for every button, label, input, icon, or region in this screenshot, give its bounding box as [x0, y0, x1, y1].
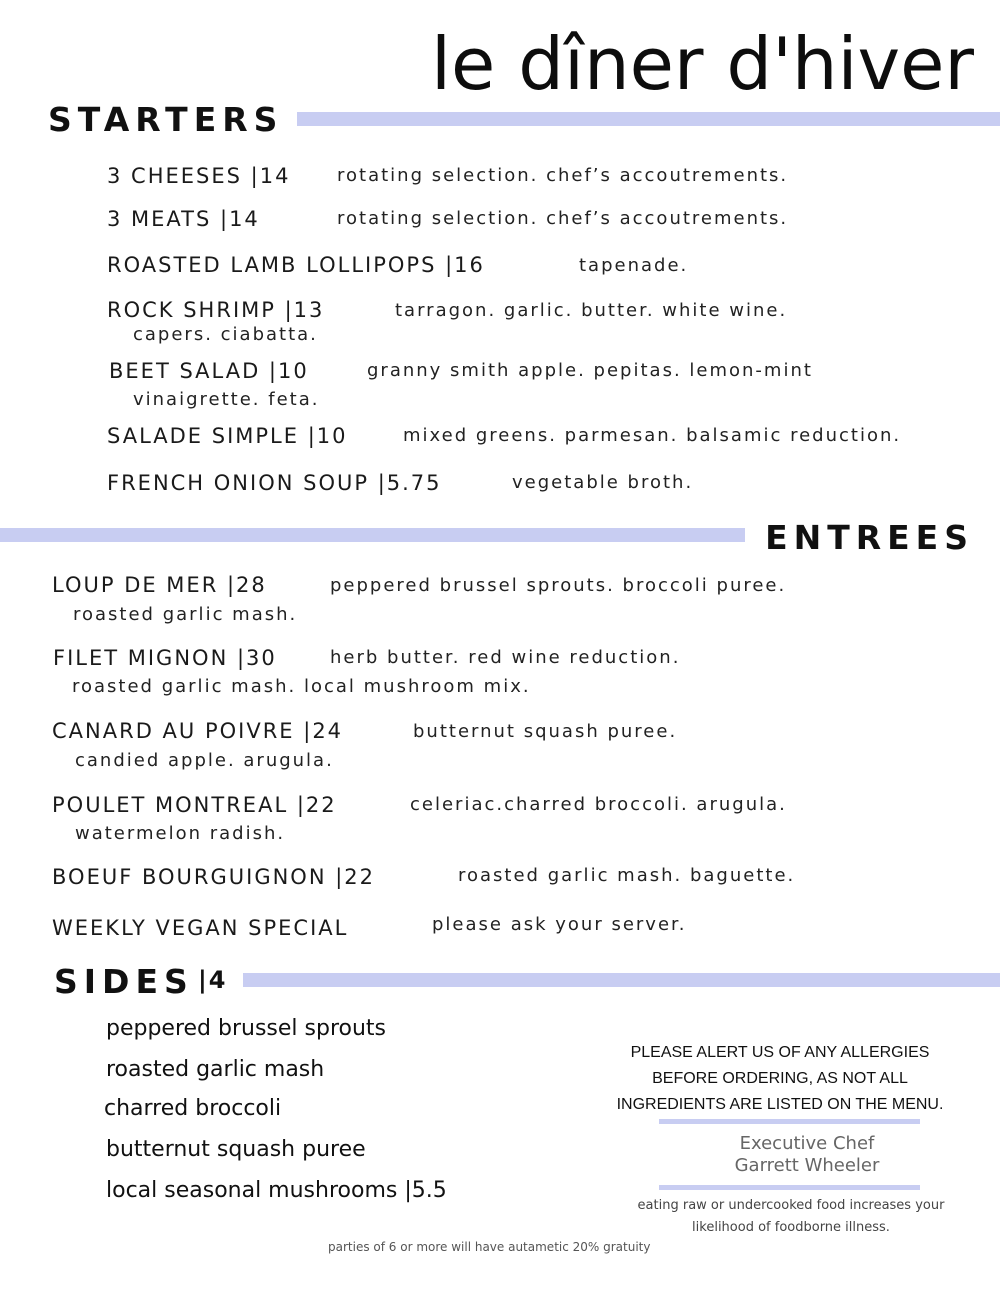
side-item: roasted garlic mash	[106, 1057, 325, 1082]
starter-item-name: 3 MEATS |14	[107, 207, 260, 231]
starter-item-desc: rotating selection. chef’s accoutrements.	[337, 208, 789, 229]
entree-item-desc: butternut squash puree.	[413, 721, 678, 742]
entree-item-name: LOUP DE MER |28	[52, 573, 267, 597]
starter-item-name: ROASTED LAMB LOLLIPOPS |16	[107, 253, 485, 277]
notice-divider-bottom	[659, 1185, 920, 1190]
entree-item-name: WEEKLY VEGAN SPECIAL	[52, 916, 349, 940]
sides-price: |4	[198, 966, 228, 994]
entree-item-desc: peppered brussel sprouts. broccoli puree.	[330, 575, 787, 596]
side-item: butternut squash puree	[106, 1137, 366, 1162]
entree-item-name: CANARD AU POIVRE |24	[52, 719, 344, 743]
sides-divider-bar	[243, 973, 1000, 987]
starter-item-desc: tarragon. garlic. butter. white wine.	[395, 300, 788, 321]
entree-item-desc: herb butter. red wine reduction.	[330, 647, 681, 668]
entrees-divider-bar	[0, 528, 745, 542]
side-item: peppered brussel sprouts	[106, 1016, 387, 1041]
notice-divider-top	[659, 1119, 920, 1124]
entree-item-name: BOEUF BOURGUIGNON |22	[52, 865, 376, 889]
entree-item-desc: roasted garlic mash. baguette.	[458, 865, 796, 886]
gratuity-note: parties of 6 or more will have autametic 20% gratuity	[328, 1240, 651, 1254]
entree-item-desc-continued: roasted garlic mash.	[73, 604, 298, 625]
starter-item-name: SALADE SIMPLE |10	[107, 424, 348, 448]
entree-item-desc-continued: roasted garlic mash. local mushroom mix.	[72, 676, 531, 697]
entrees-heading: ENTREES	[765, 518, 974, 557]
entree-item-name: FILET MIGNON |30	[53, 646, 277, 670]
side-item: charred broccoli	[104, 1096, 282, 1121]
starters-heading: STARTERS	[48, 100, 284, 139]
starters-divider-bar	[297, 112, 1000, 126]
starter-item-name: 3 CHEESES |14	[107, 164, 291, 188]
starter-item-desc: granny smith apple. pepitas. lemon-mint	[367, 360, 813, 381]
allergy-notice: PLEASE ALERT US OF ANY ALLERGIES BEFORE ORDERING, AS NOT ALL INGREDIENTS ARE LISTED ON THE MENU.	[616, 1044, 944, 1113]
starter-item-desc: vegetable broth.	[512, 472, 694, 493]
starter-item-desc-continued: capers. ciabatta.	[133, 324, 318, 345]
entree-item-desc: please ask your server.	[432, 914, 687, 935]
entree-item-desc-continued: watermelon radish.	[75, 823, 286, 844]
starter-item-name: FRENCH ONION SOUP |5.75	[107, 471, 442, 495]
entree-item-desc: celeriac.charred broccoli. arugula.	[410, 794, 787, 815]
starter-item-name: BEET SALAD |10	[109, 359, 309, 383]
raw-food-warning: eating raw or undercooked food increases your likelihood of foodborne illness.	[637, 1198, 945, 1235]
entree-item-desc-continued: candied apple. arugula.	[75, 750, 334, 771]
executive-chef-name: Garrett Wheeler	[734, 1155, 880, 1176]
starter-item-desc: rotating selection. chef’s accoutrements.	[337, 165, 789, 186]
starter-item-name: ROCK SHRIMP |13	[107, 298, 325, 322]
menu-title: le dîner d'hiver	[431, 22, 974, 106]
side-item: local seasonal mushrooms |5.5	[106, 1178, 447, 1203]
sides-heading: SIDES	[54, 962, 194, 1001]
executive-chef-title: Executive Chef	[739, 1133, 875, 1154]
starter-item-desc: tapenade.	[579, 255, 689, 276]
starter-item-desc: mixed greens. parmesan. balsamic reduction.	[403, 425, 902, 446]
entree-item-name: POULET MONTREAL |22	[52, 793, 337, 817]
starter-item-desc-continued: vinaigrette. feta.	[133, 389, 320, 410]
